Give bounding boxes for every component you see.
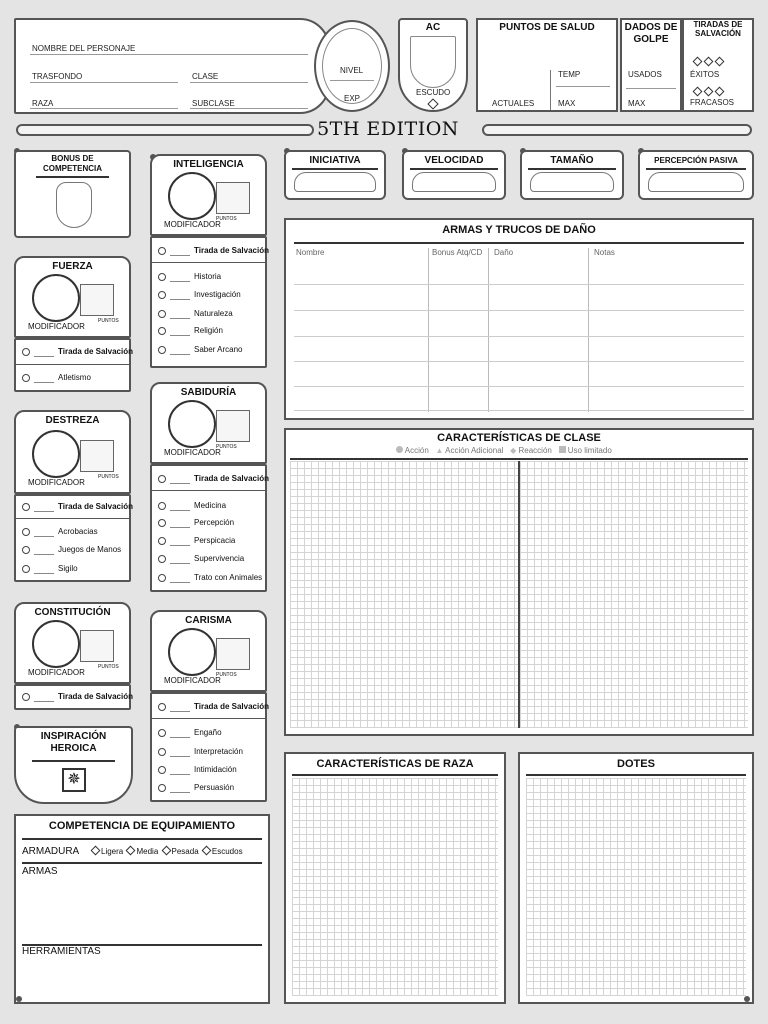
legend-limited-use: Uso limitado (567, 446, 612, 455)
failure-checkboxes[interactable] (692, 88, 725, 95)
ability-dexterity-name: DESTREZA (45, 415, 100, 426)
feats-panel (518, 752, 754, 1004)
armor-medium-label: Media (136, 847, 159, 856)
class-features-left-grid[interactable] (290, 461, 518, 728)
legend-bonus-action: Acción Adicional (445, 446, 504, 455)
heroic-inspiration-checkbox[interactable]: ✵ (62, 768, 86, 792)
successes-label: ÉXITOS (690, 70, 720, 79)
shield-checkbox[interactable] (427, 98, 438, 109)
edition-title: 5TH EDITION (317, 118, 459, 140)
hit-dice-max-label: MAX (628, 99, 646, 108)
class-features-right-grid[interactable] (520, 461, 748, 728)
modifier-label: MODIFICADOR (28, 478, 85, 487)
strength-modifier[interactable] (32, 274, 80, 322)
skill-investigacion[interactable]: Investigación (158, 288, 261, 302)
col-notes: Notas (594, 248, 615, 257)
skill-historia[interactable]: Historia (158, 270, 261, 284)
armor-label: ARMADURA (22, 846, 80, 857)
feats-title: DOTES (617, 758, 655, 770)
intelligence-skills (150, 236, 267, 368)
constitution-save-row[interactable]: Tirada de Salvación (22, 690, 125, 704)
size-label: TAMAÑO (528, 154, 616, 170)
banner-left (16, 124, 314, 136)
shields-label: Escudos (211, 847, 243, 856)
hit-points-title: PUNTOS DE SALUD (499, 22, 595, 33)
death-saves-title: TIRADAS DE SALVACIÓN (693, 20, 743, 38)
ability-intelligence (150, 154, 267, 236)
shield-label: ESCUDO (416, 88, 451, 97)
banner-right (482, 124, 752, 136)
intelligence-score[interactable] (216, 182, 250, 214)
passive-perception-box[interactable] (638, 150, 754, 200)
exp-label: EXP (344, 94, 361, 103)
strength-save-row[interactable]: Tirada de Salvación (22, 345, 125, 359)
weapons-title: ARMAS Y TRUCOS DE DAÑO (442, 224, 596, 236)
skill-medicina[interactable]: Medicina (158, 499, 261, 513)
wisdom-save-row[interactable]: Tirada de Salvación (158, 472, 261, 486)
tools-label: HERRAMIENTAS (22, 946, 101, 957)
charisma-skills (150, 692, 267, 802)
weapons-prof-label: ARMAS (22, 866, 58, 877)
race-label: RAZA (32, 99, 54, 108)
skill-naturaleza[interactable]: Naturaleza (158, 307, 261, 321)
ability-constitution (14, 602, 131, 684)
col-attack-bonus: Bonus Atq/CD (432, 248, 483, 257)
modifier-label: MODIFICADOR (28, 322, 85, 331)
speed-label: VELOCIDAD (410, 154, 498, 170)
ability-charisma (150, 610, 267, 692)
skill-interpretacion[interactable]: Interpretación (158, 745, 261, 759)
constitution-skills (14, 684, 131, 710)
skill-perspicacia[interactable]: Perspicacia (158, 534, 261, 548)
equipment-title: COMPETENCIA DE EQUIPAMIENTO (48, 820, 236, 832)
constitution-score[interactable] (80, 630, 114, 662)
skill-percepcion[interactable]: Percepción (158, 516, 261, 530)
wisdom-score[interactable] (216, 410, 250, 442)
hp-max-label: MAX (558, 99, 576, 108)
ability-dexterity (14, 410, 131, 494)
species-traits-grid[interactable] (292, 778, 498, 996)
points-label: PUNTOS (98, 474, 119, 480)
skill-atletismo[interactable]: Atletismo (22, 371, 125, 385)
strength-skills (14, 338, 131, 392)
dexterity-score[interactable] (80, 440, 114, 472)
points-label: PUNTOS (216, 444, 237, 450)
hp-current-label: ACTUALES (492, 99, 535, 108)
ability-wisdom (150, 382, 267, 464)
proficiency-bonus-value[interactable] (56, 182, 92, 228)
shields-checkbox[interactable] (201, 846, 211, 856)
proficiency-bonus-panel (14, 150, 131, 238)
strength-score[interactable] (80, 284, 114, 316)
initiative-label: INICIATIVA (292, 154, 378, 170)
points-label: PUNTOS (216, 216, 237, 222)
col-damage: Daño (494, 248, 514, 257)
ability-charisma-name: CARISMA (185, 615, 232, 626)
character-info-panel (14, 18, 330, 114)
class-label: CLASE (192, 72, 219, 81)
hit-dice-used-label: USADOS (628, 70, 662, 79)
constitution-modifier[interactable] (32, 620, 80, 668)
skill-saber-arcano[interactable]: Saber Arcano (158, 343, 261, 357)
heroic-inspiration-label: INSPIRACIÓN HEROICA (40, 731, 107, 754)
wisdom-skills (150, 464, 267, 592)
skill-juegos-de-manos[interactable]: Juegos de Manos (22, 543, 125, 557)
intelligence-modifier[interactable] (168, 172, 216, 220)
skill-religion[interactable]: Religión (158, 324, 261, 338)
col-name: Nombre (296, 248, 325, 257)
ability-intelligence-name: INTELIGENCIA (173, 159, 244, 170)
subclass-label: SUBCLASE (192, 99, 235, 108)
speed-box[interactable] (402, 150, 506, 200)
feats-grid[interactable] (526, 778, 746, 996)
level-label: NIVEL (340, 66, 364, 75)
armor-class-shield (398, 18, 468, 112)
dexterity-modifier[interactable] (32, 430, 80, 478)
modifier-label: MODIFICADOR (164, 448, 221, 457)
skill-intimidacion[interactable]: Intimidación (158, 763, 261, 777)
points-label: PUNTOS (98, 318, 119, 324)
skill-supervivencia[interactable]: Supervivencia (158, 552, 261, 566)
proficiency-bonus-label: BONUS DE COMPETENCIA (42, 154, 103, 173)
modifier-label: MODIFICADOR (28, 668, 85, 677)
failures-label: FRACASOS (690, 98, 735, 107)
success-checkboxes[interactable] (692, 58, 725, 65)
intelligence-save-row[interactable]: Tirada de Salvación (158, 244, 261, 258)
hit-dice-title: DADOS DE GOLPE (624, 22, 678, 45)
level-oval (314, 20, 390, 112)
dexterity-save-row[interactable]: Tirada de Salvación (22, 500, 125, 514)
charisma-modifier[interactable] (168, 628, 216, 676)
skill-engano[interactable]: Engaño (158, 726, 261, 740)
ability-strength-name: FUERZA (52, 261, 93, 272)
hit-dice-panel (620, 18, 682, 112)
armor-light-label: Ligera (101, 847, 124, 856)
passive-perception-label: PERCEPCIÓN PASIVA (646, 154, 746, 170)
species-traits-panel (284, 752, 506, 1004)
points-label: PUNTOS (216, 672, 237, 678)
armor-light-checkbox[interactable] (91, 846, 101, 856)
wisdom-modifier[interactable] (168, 400, 216, 448)
class-features-panel (284, 428, 754, 736)
armor-options (90, 847, 243, 856)
ac-label: AC (425, 22, 441, 33)
species-traits-title: CARACTERÍSTICAS DE RAZA (316, 758, 474, 770)
class-features-legend: Acción ▲ Acción Adicional ◆ Reacción Uso limitado (396, 446, 612, 455)
ability-wisdom-name: SABIDURÍA (180, 387, 237, 398)
weapons-panel (284, 218, 754, 420)
legend-action: Acción (404, 446, 429, 455)
charisma-save-row[interactable]: Tirada de Salvación (158, 700, 261, 714)
armor-heavy-label: Pesada (171, 847, 199, 856)
character-name-label: NOMBRE DEL PERSONAJE (32, 44, 136, 53)
ability-constitution-name: CONSTITUCIÓN (34, 607, 111, 618)
heroic-inspiration-panel (14, 726, 133, 804)
size-box[interactable] (520, 150, 624, 200)
background-label: TRASFONDO (32, 72, 83, 81)
skill-persuasion[interactable]: Persuasión (158, 781, 261, 795)
skill-trato-con-animales[interactable]: Trato con Animales (158, 571, 261, 585)
armor-medium-checkbox[interactable] (126, 846, 136, 856)
modifier-label: MODIFICADOR (164, 220, 221, 229)
points-label: PUNTOS (98, 664, 119, 670)
armor-heavy-checkbox[interactable] (161, 846, 171, 856)
ability-strength (14, 256, 131, 338)
skill-sigilo[interactable]: Sigilo (22, 562, 125, 576)
skill-acrobacias[interactable]: Acrobacias (22, 525, 125, 539)
charisma-score[interactable] (216, 638, 250, 670)
weapons-table (294, 248, 744, 412)
class-features-title: CARACTERÍSTICAS DE CLASE (437, 432, 601, 444)
hp-temp-label: TEMP (558, 70, 581, 79)
modifier-label: MODIFICADOR (164, 676, 221, 685)
initiative-box[interactable] (284, 150, 386, 200)
legend-reaction: Reacción (518, 446, 552, 455)
dexterity-skills (14, 494, 131, 582)
equipment-proficiency-panel (14, 814, 270, 1004)
hit-points-panel (476, 18, 618, 112)
death-saves-panel (682, 18, 754, 112)
